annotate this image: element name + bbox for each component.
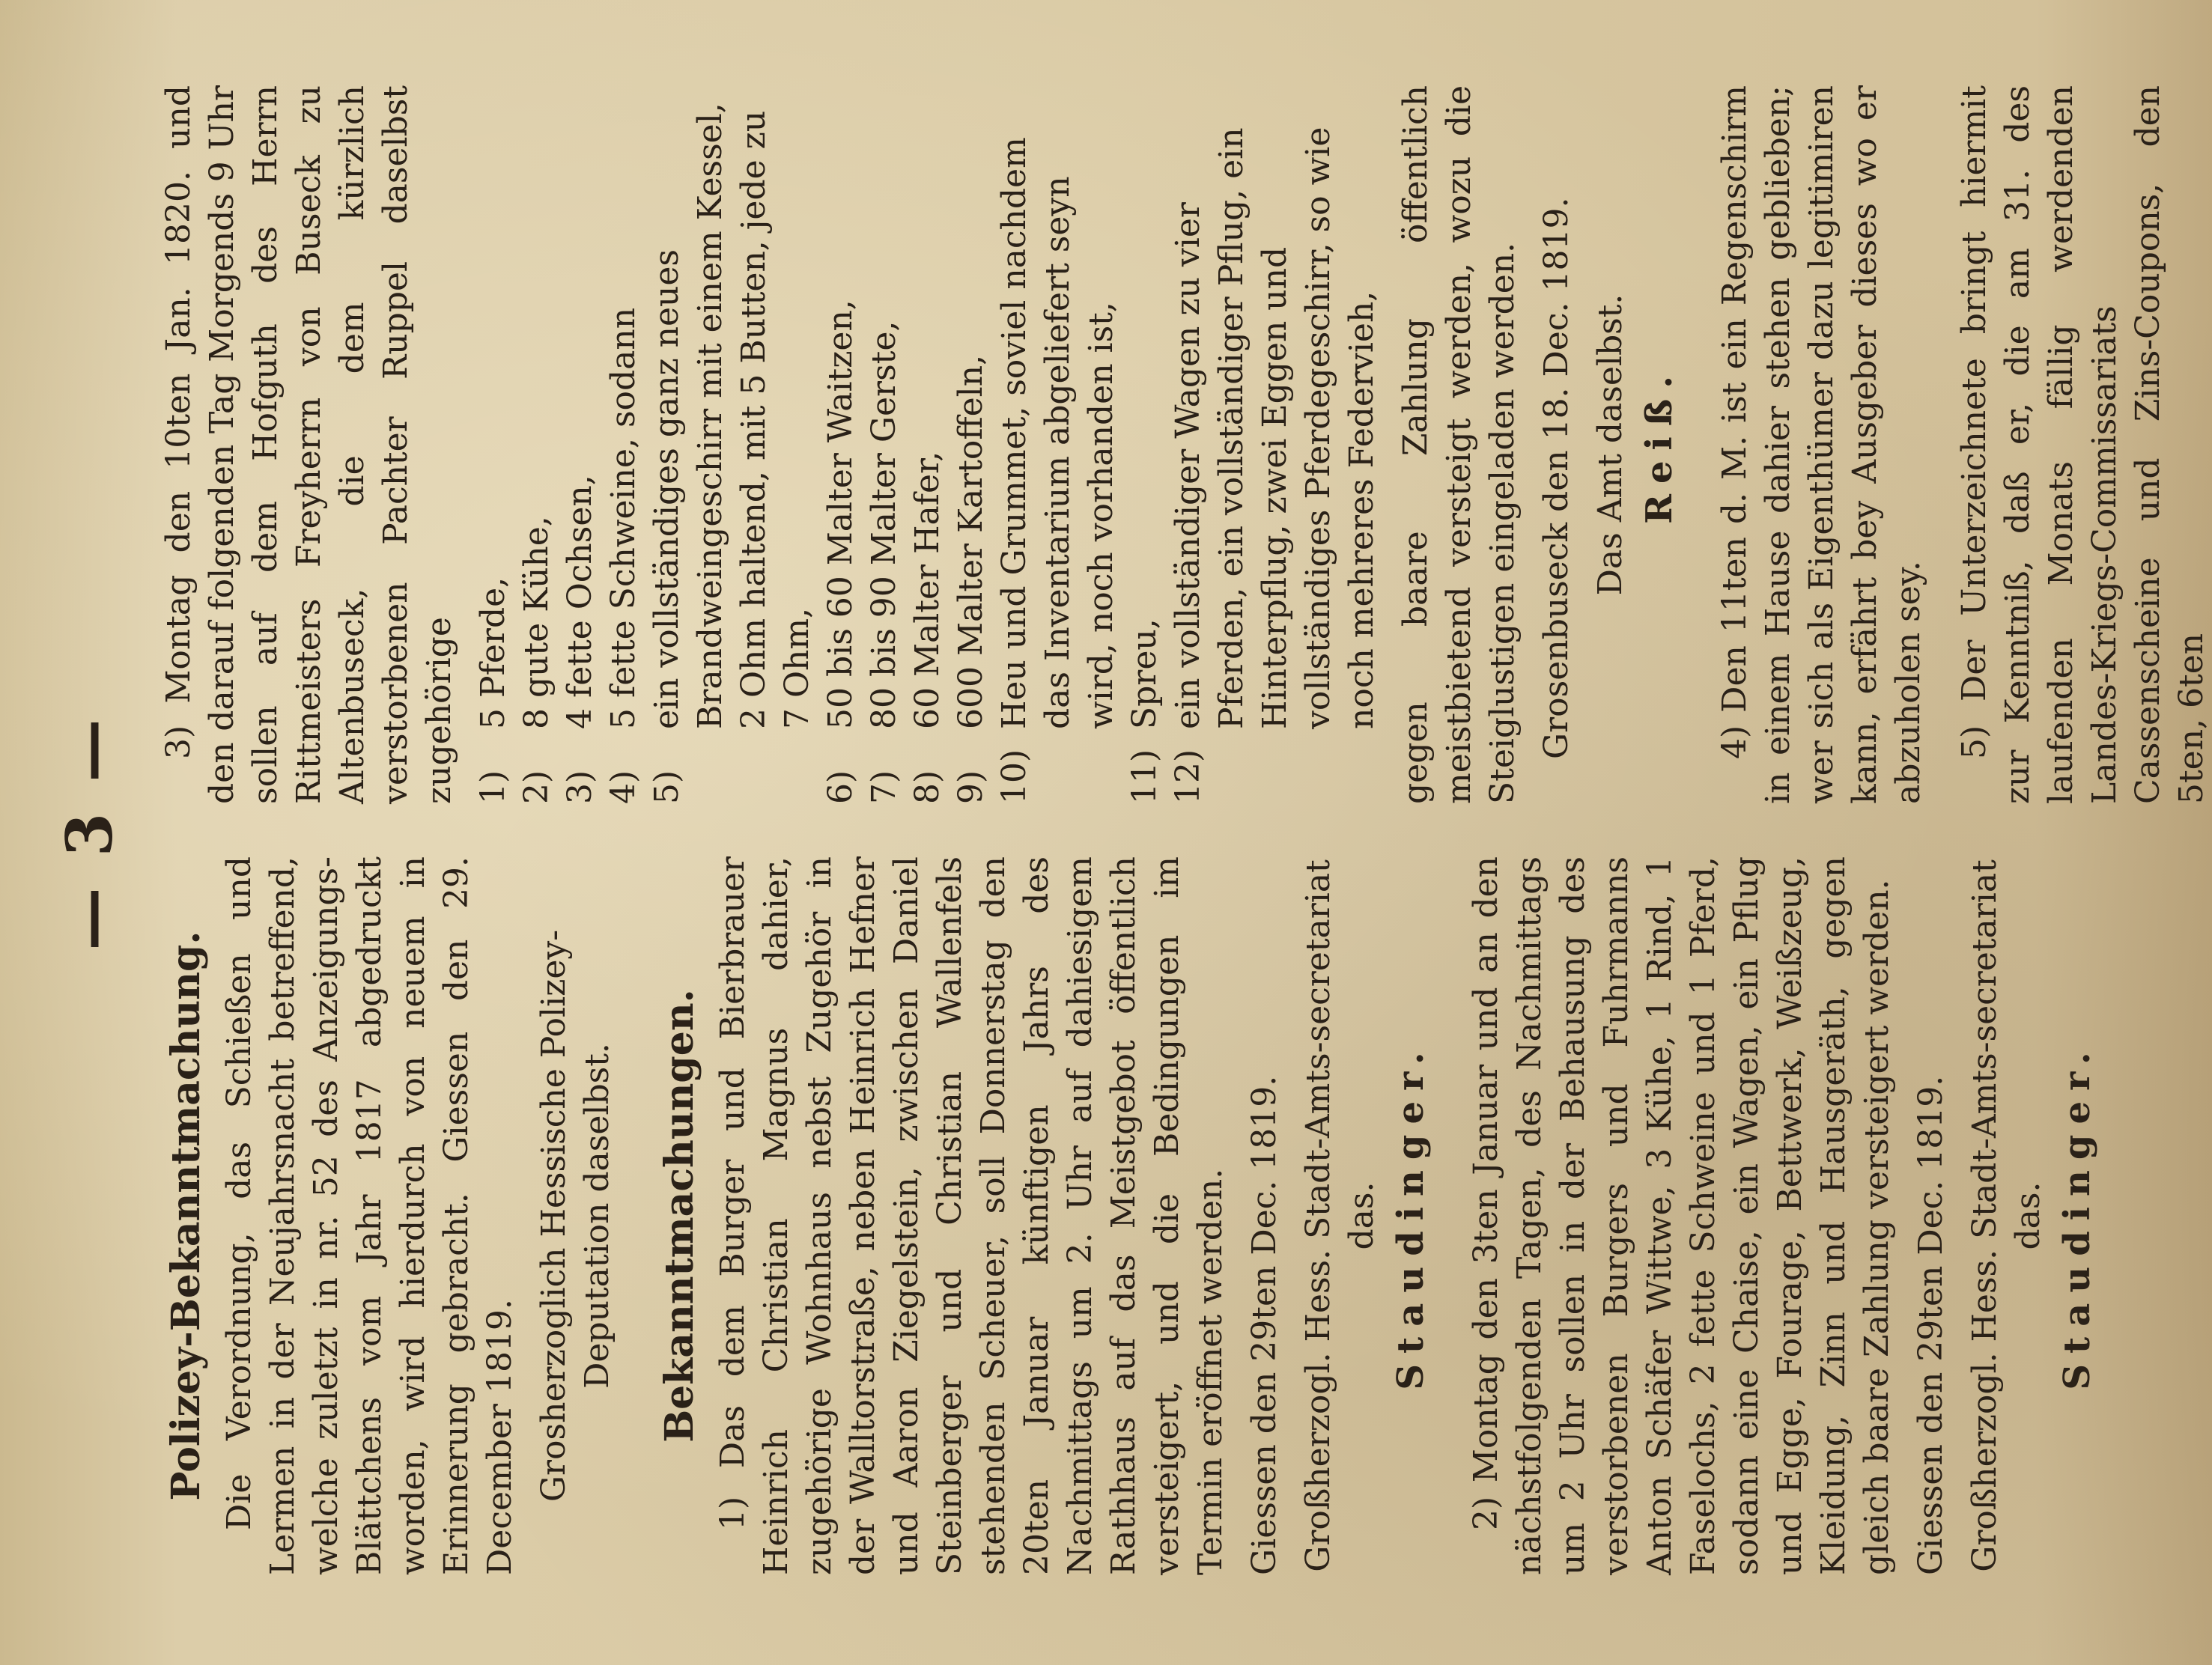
list-item: 3)4 fette Ochsen, <box>561 475 599 804</box>
police-notice-heading: Polizey-Bekanntmachung. <box>163 931 209 1501</box>
item1-name: Staudinger. <box>1390 1041 1432 1390</box>
item2-name: Staudinger. <box>2056 1041 2098 1390</box>
item2-text: 2) Montag den 3ten Januar und an den nächstfolgenden Tagen, des Nachmittags um 2 Uhr sollen in der Behausung des verstorbenen Burgers und Fuhrmanns Anton Schäfer Wittwe, 3 Kühe, 1 Rind, 1 Faselochs, 2 fette Schweine und 1 Pferd, sodann eine Chaise, ein Wagen, ein Pflug und Egge, Fourage, Bettwerk, Weißzeug, Kleidung, Zinn und Hausgeräth, gegen gleich baare Zahlung versteigert werden. <box>1467 856 1896 1575</box>
police-notice-text: Die Verordnung, das Schießen und Lermen in der Neujahrsnacht betreffend, welche zuletzt in nr. 52 des Anzeigungs-Blättchens vom Jahr 1817 abgedruckt worden, wird hierdurch von neuem in Erinnerung gebracht. Giessen den 29. December 1819. <box>220 856 519 1575</box>
list-item: 8)60 Malter Hafer, <box>908 451 947 804</box>
police-notice-signature: Grosherzoglich Hessische Polizey-Deputation daselbst. <box>535 929 616 1503</box>
list-item: 1)5 Pferde, <box>474 576 512 804</box>
item1-date: Giessen den 29ten Dec. 1819. <box>1245 1075 1283 1575</box>
item5-text: 5) Der Unterzeichnete bringt hiermit zur Kenntniß, daß er, die am 31. des laufenden Monats fällig werdenden Landes-Kriegs-Commissariats Cassenscheine und Zins-Coupons, den 5ten, 6ten <box>1955 85 2211 804</box>
list-item: 7)80 bis 90 Malter Gerste, <box>865 320 903 804</box>
item1-signature: Großherzogl. Hess. Stadt-Amts-secretariat das. <box>1299 859 1381 1572</box>
list-item: 10)Heu und Grummet, soviel nachdem das Inventarium abgeliefert seyn wird, noch vorhanden ist, <box>995 137 1120 804</box>
item3-date: Grosenbuseck den 18. Dec. 1819. <box>1537 197 1576 759</box>
left-column <box>157 856 2131 1575</box>
list-item: 11)Spreu, <box>1125 618 1164 804</box>
item4-text: 4) Den 11ten d. M. ist ein Regenschirm in einem Hause dahier stehen geblieben; wer sich als Eigenthümer dazu legitimiren kann, erfährt bey Ausgeber dieses wo er abzuholen sey. <box>1716 85 1927 804</box>
list-item: 12)ein vollständiger Wagen zu vier Pferden, ein vollständiger Pflug, ein Hinterpflug, zwei Eggen und vollständiges Pferdegeschirr, so wie noch mehreres Federvieh, <box>1169 127 1381 804</box>
item3-signature: Das Amt daselbst. <box>1591 293 1629 596</box>
item2-signature: Großherzogl. Hess. Stadt-Amts-secretariat das. <box>1966 859 2047 1572</box>
list-item: 5)ein vollständiges ganz neues Brandweingeschirr mit einem Kessel, 2 Ohm haltend, mit 5 Butten, jede zu 7 Ohm, <box>648 103 816 804</box>
list-item: 4)5 fette Schweine, sodann <box>604 307 642 804</box>
item3-closing: gegen baare Zahlung öffentlich meistbietend versteigt werden, wozu die Steiglustigen eingeladen werden. <box>1397 85 1522 804</box>
item1-text: 1) Das dem Burger und Bierbrauer Heinrich Christian Magnus dahier, zugehörige Wohnhaus nebst Zugehör in der Walltorstraße, neben Heinrich Hefner und Aaron Ziegelstein, zwischen Daniel Steinberger und Christian Wallenfels stehenden Scheuer, soll Donnerstag den 20ten Januar künftigen Jahrs des Nachmittags um 2. Uhr auf dahiesigem Rathhaus auf das Meistgebot öffentlich versteigert, und die Bedingungen im Termin eröffnet werden. <box>714 856 1230 1575</box>
list-item: 2)8 gute Kühe, <box>517 516 556 804</box>
list-item: 6)50 bis 60 Malter Waitzen, <box>821 299 860 804</box>
list-item: 9)600 Malter Kartoffeln, <box>952 354 990 804</box>
right-column <box>157 85 2212 804</box>
item2-date: Giessen den 29ten Dec. 1819. <box>1912 1075 1950 1575</box>
announcements-heading: Bekanntmachungen. <box>657 989 702 1443</box>
item3-text: 3) Montag den 10ten Jan. 1820. und den darauf folgenden Tag Morgends 9 Uhr sollen auf dem Hofguth des Herrn Rittmeisters Freyherrn von Buseck zu Altenbuseck, die dem kürzlich verstorbenen Pachter Ruppel daselbst zugehörige <box>159 85 458 804</box>
page-number: — 3 — <box>52 714 127 951</box>
item3-list <box>472 85 1384 804</box>
item3-name: Reiß. <box>1638 365 1680 524</box>
